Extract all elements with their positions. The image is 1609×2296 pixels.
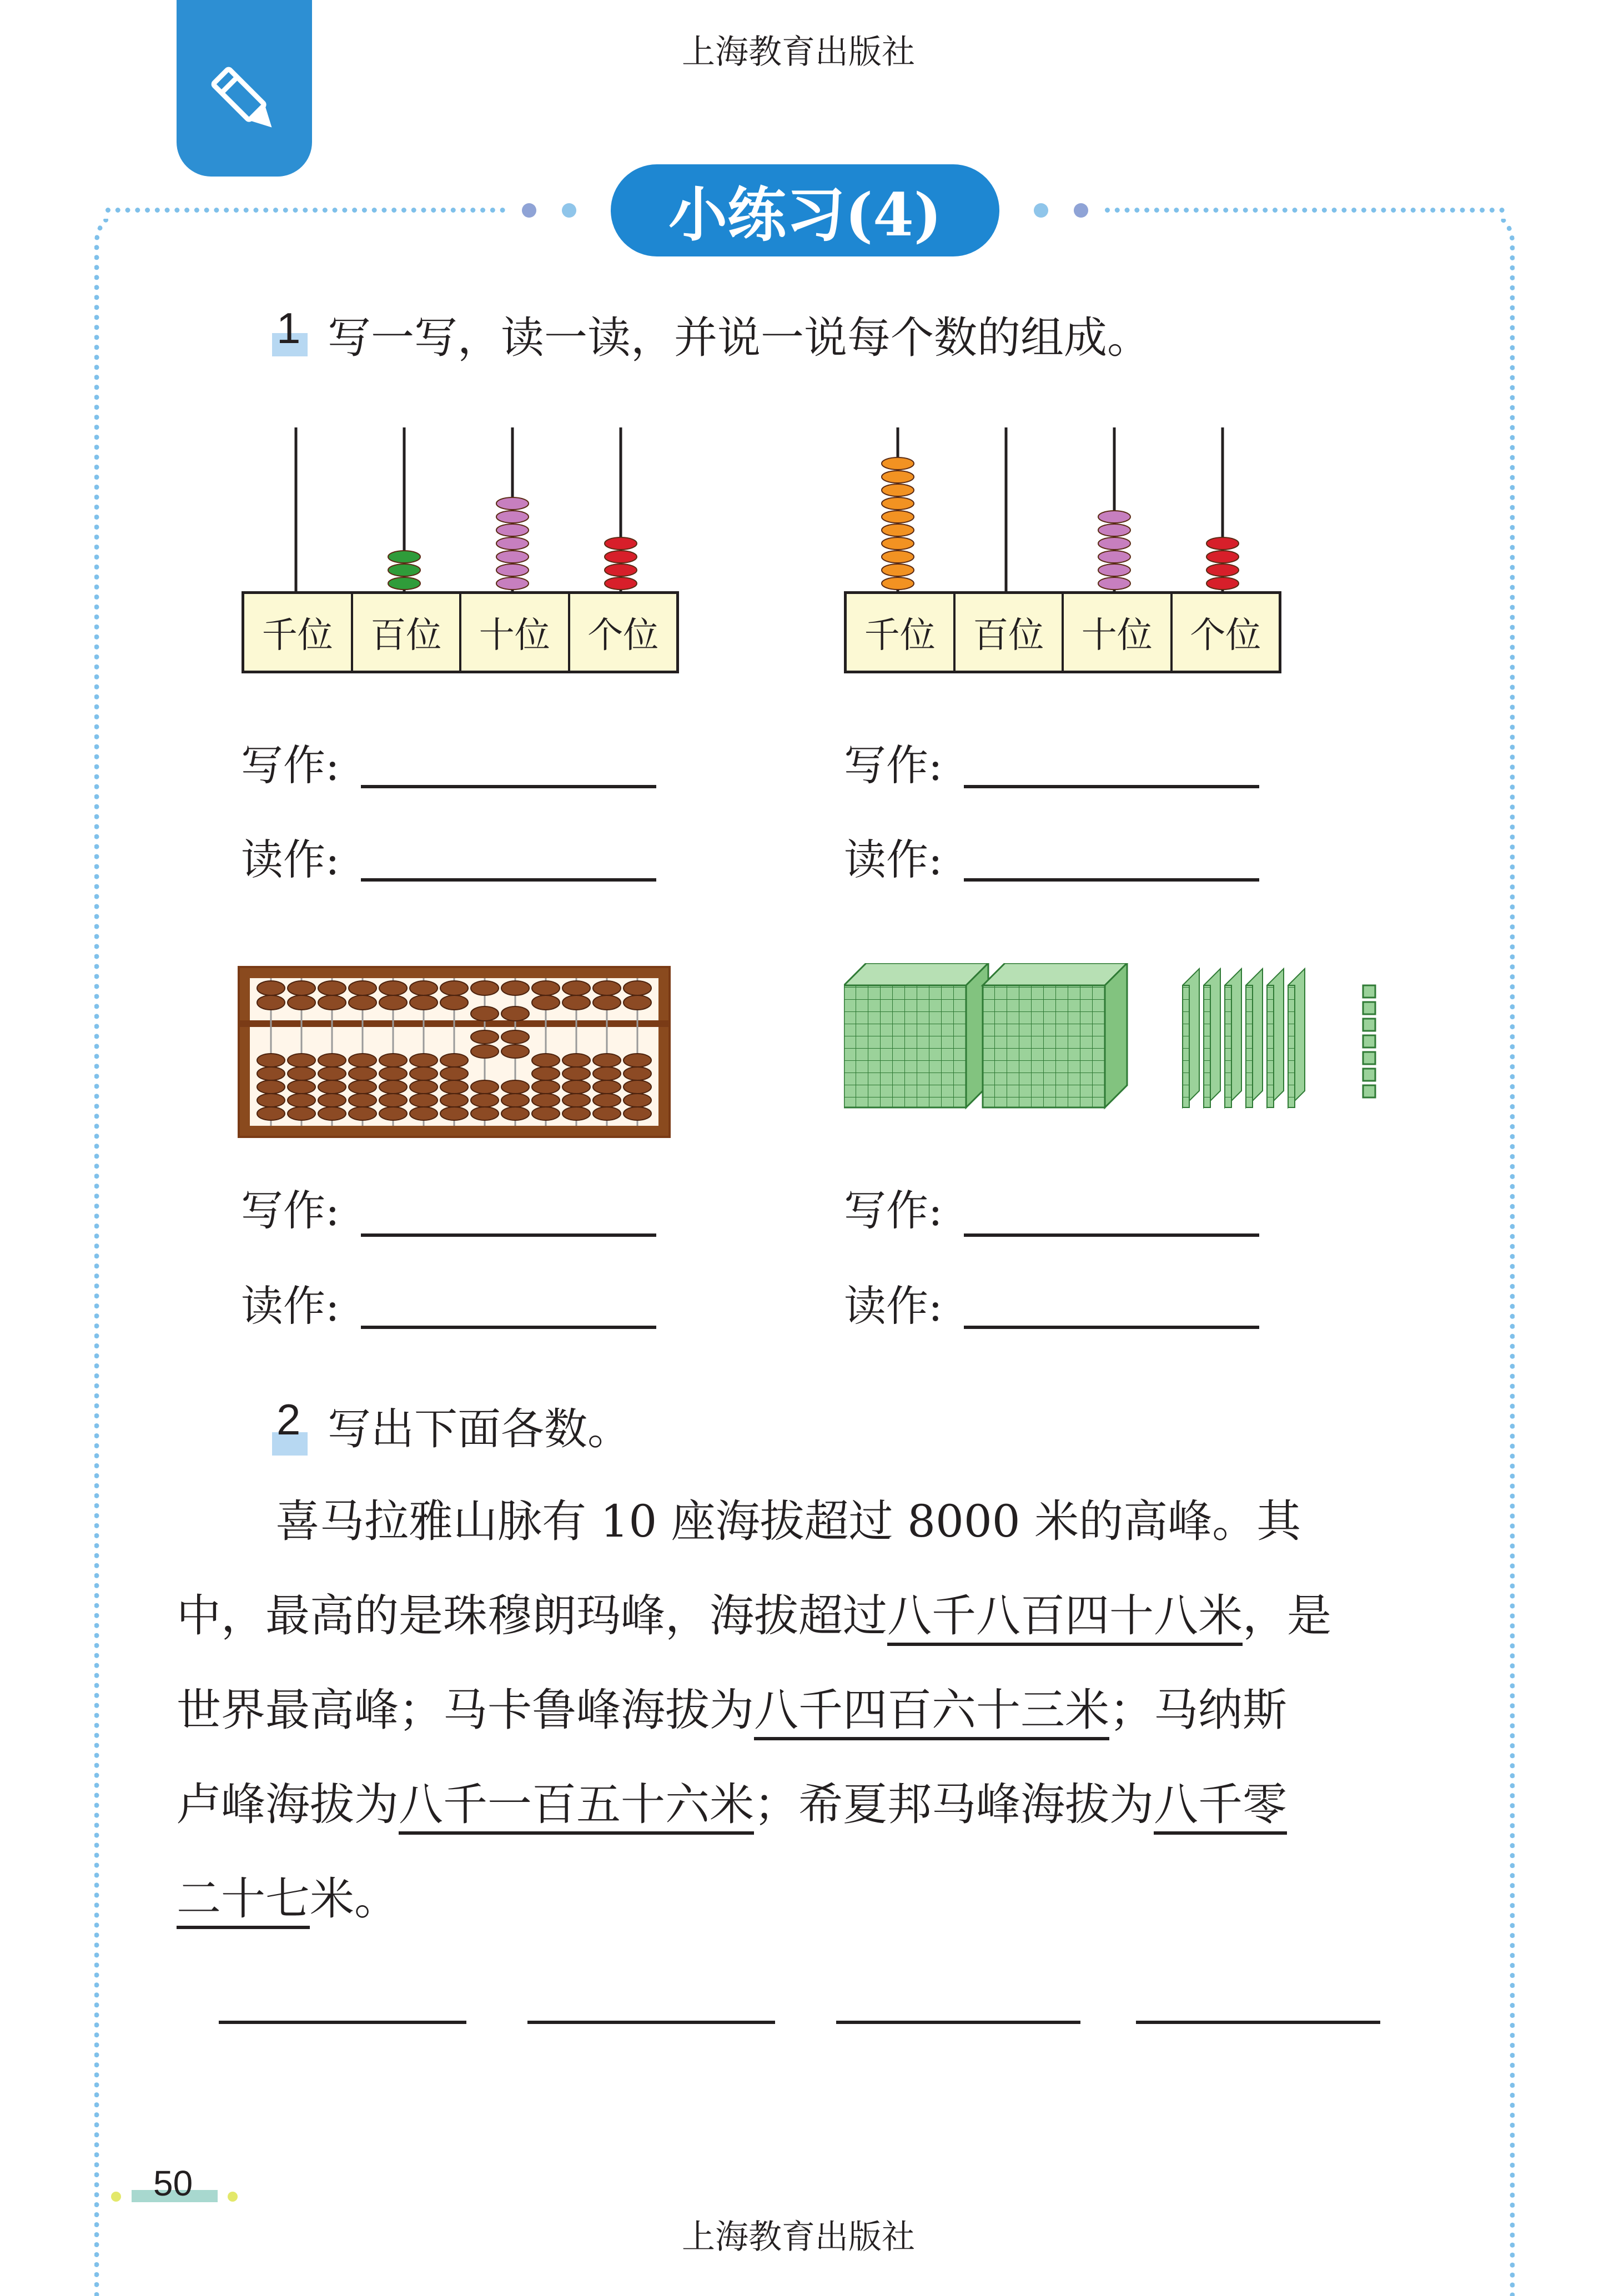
counting-frame-a-bead: [496, 551, 529, 563]
abacus-bead: [410, 1094, 438, 1107]
counting-frame-b: [845, 427, 1278, 594]
abacus-bead: [593, 981, 621, 995]
abacus-bead: [532, 1054, 560, 1067]
paragraph-line: [177, 1863, 399, 1927]
hundred-flat: [1183, 969, 1199, 1107]
abacus-bead: [257, 1080, 285, 1094]
unit-cube: [1363, 985, 1375, 998]
place-label-ones: 个位: [587, 615, 659, 656]
abacus-bead: [471, 1006, 499, 1021]
unit-cube: [1363, 1069, 1375, 1081]
abacus-bead: [593, 1080, 621, 1094]
abacus-bead: [593, 995, 621, 1010]
abacus-bead: [440, 981, 468, 995]
abacus-bead: [349, 995, 376, 1010]
counting-frame-a-bead: [496, 524, 529, 536]
abacus-bead: [288, 1094, 315, 1107]
abacus-bead: [349, 981, 376, 995]
abacus-bead: [349, 1107, 376, 1120]
answer-blank[interactable]: [836, 2021, 1080, 2024]
place-label-ones: 个位: [1190, 615, 1261, 656]
read-label: 读作:: [844, 1281, 943, 1331]
underlined-number-words: 八千一百五十六米: [399, 1779, 754, 1835]
counting-frame-a-bead: [496, 564, 529, 576]
unit-cube: [1363, 1002, 1375, 1014]
answer-blank[interactable]: [964, 1326, 1259, 1329]
answer-blank[interactable]: [361, 1326, 656, 1329]
read-label: 读作:: [844, 835, 943, 884]
answer-blank[interactable]: [964, 785, 1259, 788]
abacus-bead: [624, 1094, 651, 1107]
counting-frame-b-bead: [1206, 551, 1239, 563]
counting-frame-b-bead: [1206, 577, 1239, 590]
abacus-bead: [379, 1067, 407, 1080]
counting-frame-b-bead: [882, 537, 914, 550]
counting-frame-a-bead: [388, 551, 420, 563]
answer-blank[interactable]: [964, 1233, 1259, 1237]
paragraph-line: [275, 1486, 1301, 1549]
abacus-bead: [532, 1067, 560, 1080]
abacus-bead: [257, 1094, 285, 1107]
counting-frame-b-bead: [882, 577, 914, 590]
abacus-bead: [288, 1107, 315, 1120]
abacus-bead: [501, 1030, 529, 1044]
answer-blank[interactable]: [1136, 2021, 1380, 2024]
abacus-bead: [471, 1094, 499, 1107]
abacus-bead: [562, 1080, 590, 1094]
counting-frame-b-bead: [882, 524, 914, 536]
abacus-bead: [440, 1094, 468, 1107]
header-publisher: 上海教育出版社: [682, 33, 915, 72]
counting-frame-a-bead: [605, 577, 637, 590]
abacus-bead: [379, 1054, 407, 1067]
abacus-bead: [257, 995, 285, 1010]
hundred-flat: [1267, 969, 1284, 1107]
answer-blank[interactable]: [964, 878, 1259, 882]
abacus-bead: [318, 1054, 346, 1067]
abacus-bead: [318, 1107, 346, 1120]
abacus-bead: [349, 1080, 376, 1094]
abacus-bead: [562, 981, 590, 995]
abacus-bead: [318, 1080, 346, 1094]
abacus-bead: [379, 1094, 407, 1107]
hundred-flat: [1204, 969, 1220, 1107]
abacus-bead: [257, 1107, 285, 1120]
paragraph-text: 喜马拉雅山脉有 10 座海拔超过 8000 米的高峰。其: [275, 1496, 1301, 1547]
counting-frame-b-bead: [882, 471, 914, 483]
answer-blank[interactable]: [527, 2021, 775, 2024]
abacus-bead: [532, 1107, 560, 1120]
abacus-bead: [532, 981, 560, 995]
answer-blank[interactable]: [361, 878, 656, 882]
abacus-bead: [471, 1030, 499, 1044]
write-label: 写作:: [844, 1186, 943, 1235]
counting-frame-a-bead: [496, 537, 529, 550]
header-tab: [177, 0, 312, 177]
abacus-bead: [379, 1107, 407, 1120]
place-label-hundreds: 百位: [353, 594, 462, 671]
write-label: 写作:: [844, 741, 943, 790]
paragraph-line: [177, 1769, 1287, 1832]
abacus-bead: [532, 995, 560, 1010]
abacus-bead: [471, 981, 499, 995]
underlined-number-words: 八千四百六十三米: [754, 1684, 1109, 1740]
paragraph-text: 卢峰海拔为: [177, 1779, 399, 1830]
counting-frame-b-bead: [1206, 537, 1239, 550]
counting-frame-b-bead: [882, 511, 914, 523]
abacus-bead: [440, 1080, 468, 1094]
thousand-cube: [983, 963, 1127, 1107]
abacus-bead: [624, 1080, 651, 1094]
counting-frame-a-bead: [605, 551, 637, 563]
page-number: 50: [153, 2163, 193, 2203]
abacus-bead: [501, 1006, 529, 1021]
paragraph-text: ；马纳斯: [1109, 1684, 1287, 1736]
read-label: 读作:: [241, 835, 340, 884]
abacus-bead: [349, 1067, 376, 1080]
counting-frame-b-bead: [1098, 564, 1130, 576]
read-label: 读作:: [241, 1281, 340, 1331]
abacus-bead: [593, 1107, 621, 1120]
counting-frame-a-bead: [388, 564, 420, 576]
paragraph-line: [177, 1580, 1331, 1644]
pencil-icon: [200, 56, 289, 144]
counting-frame-a-bead: [496, 511, 529, 523]
abacus-bead: [288, 1067, 315, 1080]
counting-frame-b-bead: [882, 457, 914, 470]
abacus-bead: [593, 1067, 621, 1080]
abacus-bead: [410, 1107, 438, 1120]
counting-frame-b-bead: [1098, 537, 1130, 550]
abacus-bead: [257, 1054, 285, 1067]
abacus-bead: [288, 1054, 315, 1067]
abacus-bead: [501, 981, 529, 995]
abacus-bead: [318, 1067, 346, 1080]
counting-frame-b-bead: [1098, 551, 1130, 563]
abacus-bead: [562, 1094, 590, 1107]
abacus-bead: [349, 1094, 376, 1107]
abacus-bead: [562, 995, 590, 1010]
abacus-bead: [379, 981, 407, 995]
counting-frame-b-bead: [882, 564, 914, 576]
abacus-bead: [624, 981, 651, 995]
underlined-number-words: 八千八百四十八米: [887, 1590, 1243, 1646]
counting-frame-a: [243, 427, 676, 594]
abacus-bead: [501, 1107, 529, 1120]
abacus-bead: [349, 1054, 376, 1067]
abacus-bead: [410, 1054, 438, 1067]
abacus-bead: [593, 1094, 621, 1107]
place-label-thousands: 千位: [847, 594, 956, 671]
abacus-bead: [318, 995, 346, 1010]
abacus-bead: [410, 1067, 438, 1080]
abacus-bead: [318, 981, 346, 995]
abacus-bead: [440, 1107, 468, 1120]
question-2-number: 2: [276, 1395, 301, 1444]
abacus-bead: [501, 1080, 529, 1094]
counting-frame-a-bead: [496, 497, 529, 510]
counting-frame-b-bead: [882, 484, 914, 496]
question-1-number: 1: [276, 304, 301, 353]
counting-frame-b-bead: [1206, 564, 1239, 576]
hundred-flat: [1225, 969, 1241, 1107]
abacus-bead: [624, 1107, 651, 1120]
abacus-bead: [257, 1067, 285, 1080]
abacus-image: [238, 966, 671, 1138]
abacus-bead: [410, 1080, 438, 1094]
counting-frame-b-bead: [882, 497, 914, 510]
place-label-hundreds: 百位: [956, 594, 1064, 671]
counting-frame-b-bead: [1098, 524, 1130, 536]
question-1-prompt: 写一写，读一读，并说一说每个数的组成。: [328, 313, 1151, 363]
answer-blank[interactable]: [361, 785, 656, 788]
abacus-bead: [379, 995, 407, 1010]
abacus-bead: [410, 995, 438, 1010]
paragraph-text: 世界最高峰；马卡鲁峰海拔为: [177, 1684, 754, 1736]
counting-frame-a-bead: [496, 577, 529, 590]
abacus-bead: [471, 1107, 499, 1120]
abacus-bead: [562, 1054, 590, 1067]
abacus-bead: [532, 1080, 560, 1094]
thousand-cube: [844, 963, 988, 1107]
abacus-bead: [624, 1067, 651, 1080]
counting-frame-a-bead: [388, 577, 420, 590]
abacus-bead: [440, 1054, 468, 1067]
write-label: 写作:: [241, 1186, 340, 1235]
abacus-bead: [410, 981, 438, 995]
paragraph-text: ；希夏邦马峰海拔为: [754, 1779, 1154, 1830]
abacus-bead: [532, 1094, 560, 1107]
base-ten-blocks-image: [844, 963, 1388, 1130]
counting-frame-a-bead: [605, 564, 637, 576]
paragraph-line: [177, 1674, 1287, 1738]
counting-frame-b-bead: [882, 551, 914, 563]
abacus-bead: [318, 1094, 346, 1107]
place-value-table-b: [844, 591, 1281, 673]
abacus-bead: [471, 1045, 499, 1058]
abacus-bead: [624, 995, 651, 1010]
answer-blank[interactable]: [361, 1233, 656, 1237]
abacus-bead: [562, 1107, 590, 1120]
unit-cube: [1363, 1052, 1375, 1064]
hundred-flat: [1288, 969, 1305, 1107]
write-label: 写作:: [241, 741, 340, 790]
hundred-flat: [1246, 969, 1263, 1107]
abacus-bead: [288, 981, 315, 995]
counting-frame-b-bead: [1098, 577, 1130, 590]
abacus-bead: [440, 1067, 468, 1080]
underlined-number-words: 二十七: [177, 1873, 310, 1929]
counting-frame-b-bead: [1098, 511, 1130, 523]
abacus-bead: [440, 995, 468, 1010]
paragraph-text: 中，最高的是珠穆朗玛峰，海拔超过: [177, 1590, 887, 1642]
unit-cube: [1363, 1035, 1375, 1048]
abacus-bead: [501, 1045, 529, 1058]
unit-cube: [1363, 1085, 1375, 1097]
abacus-bead: [471, 1080, 499, 1094]
abacus-bead: [288, 1080, 315, 1094]
counting-frame-a-bead: [605, 537, 637, 550]
place-label-thousands: 千位: [244, 594, 353, 671]
answer-blank[interactable]: [219, 2021, 466, 2024]
question-2-prompt: 写出下面各数。: [328, 1404, 631, 1454]
abacus-bead: [593, 1054, 621, 1067]
abacus-bead: [288, 995, 315, 1010]
paragraph-text: 米。: [310, 1873, 399, 1925]
abacus-bead: [379, 1080, 407, 1094]
place-value-table-a: [242, 591, 679, 673]
place-label-tens: 十位: [461, 594, 570, 671]
paragraph-text: ，是: [1243, 1590, 1331, 1642]
underlined-number-words: 八千零: [1154, 1779, 1287, 1835]
abacus-bead: [624, 1054, 651, 1067]
place-label-tens: 十位: [1064, 594, 1173, 671]
abacus-bead: [501, 1094, 529, 1107]
footer-publisher: 上海教育出版社: [682, 2218, 915, 2257]
unit-cube: [1363, 1019, 1375, 1031]
abacus-bead: [562, 1067, 590, 1080]
page-title: 小练习(4): [611, 164, 999, 256]
abacus-bead: [257, 981, 285, 995]
